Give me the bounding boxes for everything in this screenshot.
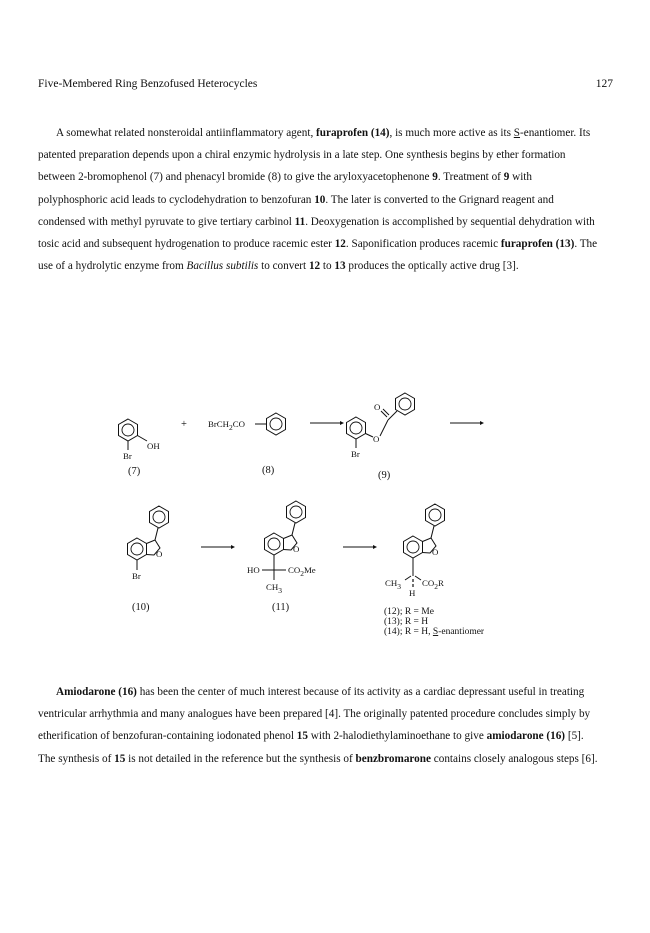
compound-ref: benzbromarone <box>355 752 431 765</box>
compound-ref: 11 <box>294 215 306 228</box>
reaction-arrow <box>450 421 484 425</box>
svg-text:BrCH2CO: BrCH2CO <box>208 419 246 432</box>
compound-ref: furaprofen (13) <box>500 238 575 251</box>
svg-text:H: H <box>409 588 416 598</box>
plus-sign: + <box>181 419 187 430</box>
compound-label-10: (10) <box>132 602 150 613</box>
paragraph-furaprofen: A somewhat related nonsteroidal antiinflammatory agent, furaprofen (14), is much more active as its S-enantiomer. Its patented preparation depends upon a chiral enzymic hydrolysis in a late step. One synthesis begins by ether formation between 2-bromophenol (7) and phenacyl bromide (8) to give the aryloxyacetophenone 9. Treatment of 9 with polyphosphoric acid leads to cyclodehydration to benzofuran 10. The later is converted to the Grignard reagent and condensed with methyl pyruvate to give tertiary carbinol 11. Deoxygenation is accomplished by sequential dehydration with tosic acid and subsequent hydrogenation to produce racemic ester 12. Saponification produces racemic furaprofen (13). The use of a hydrolytic enzyme from Bacillus subtilis to convert 12 to 13 produces the optically active drug [3]. <box>38 127 598 273</box>
compound-ref: 15 <box>296 730 308 743</box>
svg-text:CO2R: CO2R <box>422 578 444 591</box>
reaction-arrow <box>201 545 235 549</box>
svg-text:O: O <box>432 547 439 557</box>
svg-text:O: O <box>156 549 163 559</box>
svg-text:Br: Br <box>351 449 360 459</box>
compound-label-7: (7) <box>128 466 141 477</box>
svg-text:HO: HO <box>247 565 260 575</box>
compound-label-8: (8) <box>262 465 275 476</box>
svg-text:O: O <box>373 434 380 444</box>
compound-ref: furaprofen (14) <box>316 127 390 139</box>
svg-text:O: O <box>374 402 381 412</box>
structure-7 <box>119 419 161 461</box>
svg-text:CO2Me: CO2Me <box>288 565 316 578</box>
compound-ref: 12 <box>308 260 321 273</box>
compound-label-9: (9) <box>378 470 391 481</box>
structure-9 <box>347 393 415 459</box>
svg-text:CH3: CH3 <box>266 582 282 595</box>
compound-ref: 13 <box>334 260 346 273</box>
compound-note-13: (13); R = H <box>384 617 429 627</box>
structure-11 <box>247 501 316 595</box>
reaction-arrow <box>310 421 344 425</box>
structure-10 <box>128 506 169 581</box>
compound-ref: 9 <box>432 171 438 184</box>
reaction-arrow <box>343 545 377 549</box>
compound-ref: 10 <box>314 193 326 206</box>
compound-ref: amiodarone (16) <box>486 730 566 743</box>
svg-text:Br: Br <box>123 451 132 461</box>
compound-ref: Amiodarone (16) <box>56 686 137 698</box>
compound-note-14: (14); R = H, S-enantiomer <box>384 627 485 637</box>
species-name: Bacillus subtilis <box>186 260 259 273</box>
svg-text:OH: OH <box>147 441 160 451</box>
compound-ref: 9 <box>503 171 510 184</box>
structure-12-14 <box>385 504 445 598</box>
svg-text:Br: Br <box>132 571 141 581</box>
compound-ref: 15 <box>114 752 126 765</box>
running-title: Five-Membered Ring Benzofused Heterocycles <box>38 78 258 90</box>
page-number: 127 <box>595 78 613 90</box>
svg-text:CH3: CH3 <box>385 578 401 591</box>
structure-8 <box>208 413 286 435</box>
compound-ref: 12 <box>334 238 346 251</box>
paragraph-amiodarone: Amiodarone (16) has been the center of much interest because of its activity as a cardiac depressant useful in treating ventricular arrhythmia and many analogues have been prepared [4]. The originally patented procedure concludes simply by etherification of benzofuran-containing iodonated phenol 15 with 2-halodiethylaminoethane to give amiodarone (16) [5]. The synthesis of 15 is not detailed in the reference but the synthesis of benzbromarone contains closely analogous steps [6]. <box>38 686 598 765</box>
svg-text:O: O <box>293 544 300 554</box>
compound-label-11: (11) <box>272 602 290 613</box>
compound-note-12: (12); R = Me <box>384 607 434 617</box>
